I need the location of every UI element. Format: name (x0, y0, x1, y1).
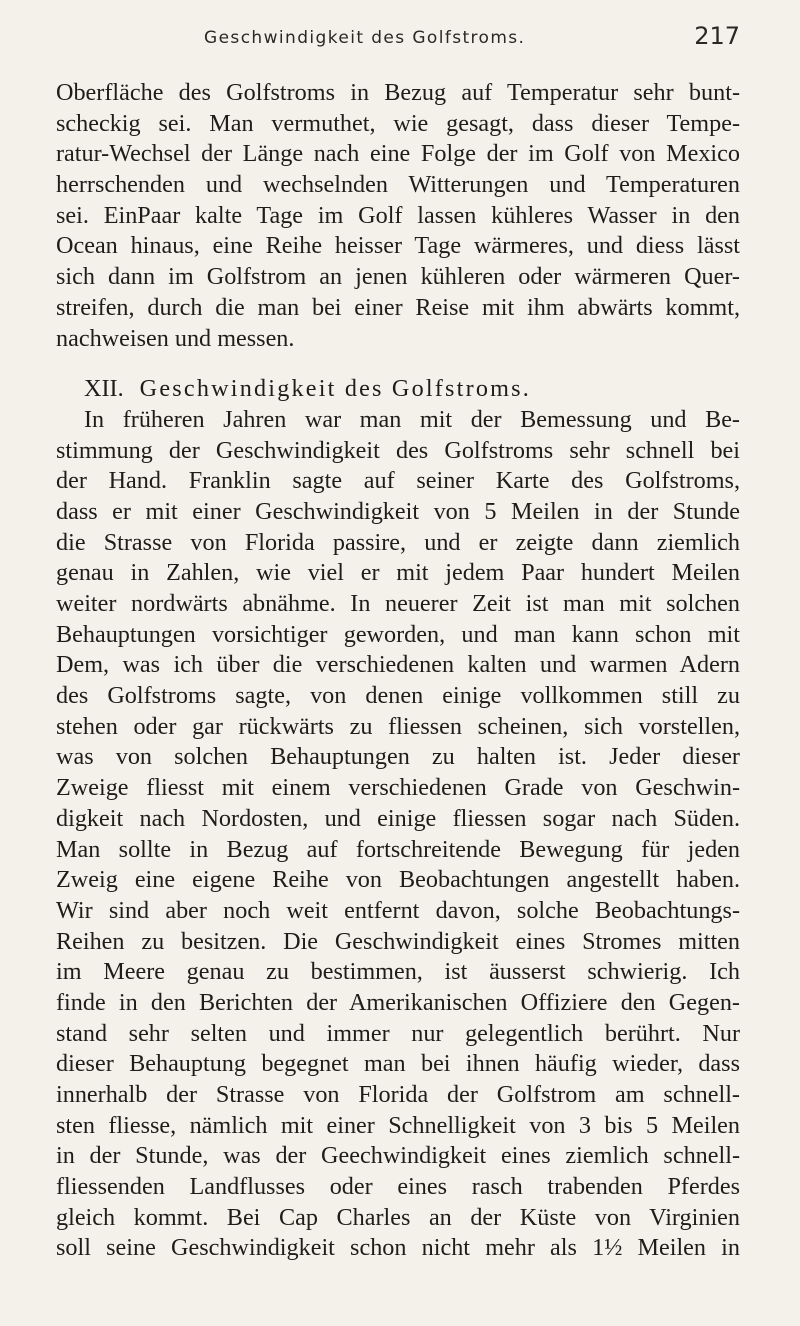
text-line: sich dann im Golfstrom an jenen kühleren oder wärmeren Quer- (56, 263, 740, 291)
section-heading (56, 374, 740, 405)
section-title: Geschwindigkeit des Golfstroms. (139, 375, 532, 403)
text-line: fliessenden Landflusses oder eines rasch trabenden Pferdes (56, 1173, 740, 1201)
text-line: sei. EinPaar kalte Tage im Golf lassen kühleres Wasser in den (56, 201, 740, 229)
text-line: Reihen zu besitzen. Die Geschwindigkeit eines Stromes mitten (56, 927, 740, 955)
text-line: soll seine Geschwindigkeit schon nicht mehr als 1½ Meilen in (56, 1234, 740, 1262)
text-line: sten fliesse, nämlich mit einer Schnelligkeit von 3 bis 5 Meilen (56, 1111, 740, 1139)
text-line: in der Stunde, was der Geechwindigkeit eines ziemlich schnell- (56, 1142, 740, 1170)
text-line: gleich kommt. Bei Cap Charles an der Küste von Virginien (56, 1203, 740, 1231)
text-line: stand sehr selten und immer nur gelegentlich berührt. Nur (56, 1019, 740, 1047)
text-line: weiter nordwärts abnähme. In neuerer Zeit ist man mit solchen (56, 590, 740, 617)
text-line: innerhalb der Strasse von Florida der Golfstrom am schnell- (56, 1081, 740, 1108)
text-line: im Meere genau zu bestimmen, ist äusserst schwierig. Ich (56, 958, 740, 986)
text-line: Ocean hinaus, eine Reihe heisser Tage wärmeres, und diess lässt (56, 232, 740, 260)
book-page (56, 16, 740, 1316)
text-line: genau in Zahlen, wie viel er mit jedem Paar hundert Meilen (56, 559, 740, 587)
text-line: Man sollte in Bezug auf fortschreitende Bewegung für jeden (56, 835, 740, 863)
text-line: finde in den Berichten der Amerikanischen Offiziere den Gegen- (56, 988, 740, 1016)
section-number: XII. (84, 375, 124, 403)
text-line: Wir sind aber noch weit entfernt davon, solche Beobachtungs- (56, 896, 740, 924)
text-line: die Strasse von Florida passire, und er zeigte dann ziemlich (56, 528, 740, 556)
text-line: streifen, durch die man bei einer Reise mit ihm abwärts kommt, (56, 293, 740, 321)
text-line: stimmung der Geschwindigkeit des Golfstroms sehr schnell bei (56, 436, 740, 464)
text-line: herrschenden und wechselnden Witterungen und Temperaturen (56, 171, 740, 199)
text-line: scheckig sei. Man vermuthet, wie gesagt, dass dieser Tempe- (56, 109, 740, 137)
text-line: dieser Behauptung begegnet man bei ihnen häufig wieder, dass (56, 1050, 740, 1078)
paragraph-1 (56, 78, 740, 354)
text-line: digkeit nach Nordosten, und einige fliessen sogar nach Süden. (56, 804, 740, 832)
body-text (56, 78, 740, 1264)
text-line: dass er mit einer Geschwindigkeit von 5 Meilen in der Stunde (56, 497, 740, 525)
text-line: was von solchen Behauptungen zu halten ist. Jeder dieser (56, 743, 740, 771)
page-number: 217 (694, 22, 740, 50)
text-line: der Hand. Franklin sagte auf seiner Karte des Golfstroms, (56, 467, 740, 495)
text-line: Zweig eine eigene Reihe von Beobachtungen angestellt haben. (56, 866, 740, 894)
running-head (56, 16, 740, 56)
text-line: des Golfstroms sagte, von denen einige vollkommen still zu (56, 682, 740, 710)
text-line: ratur-Wechsel der Länge nach eine Folge der im Golf von Mexico (56, 140, 740, 168)
text-line: stehen oder gar rückwärts zu fliessen scheinen, sich vorstellen, (56, 712, 740, 740)
text-line: nachweisen und messen. (56, 324, 295, 352)
text-line: Zweige fliesst mit einem verschiedenen Grade von Geschwin- (56, 774, 740, 802)
paragraph-2 (56, 405, 740, 1264)
text-line: Behauptungen vorsichtiger geworden, und man kann schon mit (56, 620, 740, 648)
text-line: Oberfläche des Golfstroms in Bezug auf Temperatur sehr bunt- (56, 79, 740, 106)
text-line: Dem, was ich über die verschiedenen kalten und warmen Adern (56, 651, 740, 679)
text-line: In früheren Jahren war man mit der Bemessung und Be- (84, 405, 740, 433)
running-head-title: Geschwindigkeit des Golfstroms. (204, 28, 526, 48)
